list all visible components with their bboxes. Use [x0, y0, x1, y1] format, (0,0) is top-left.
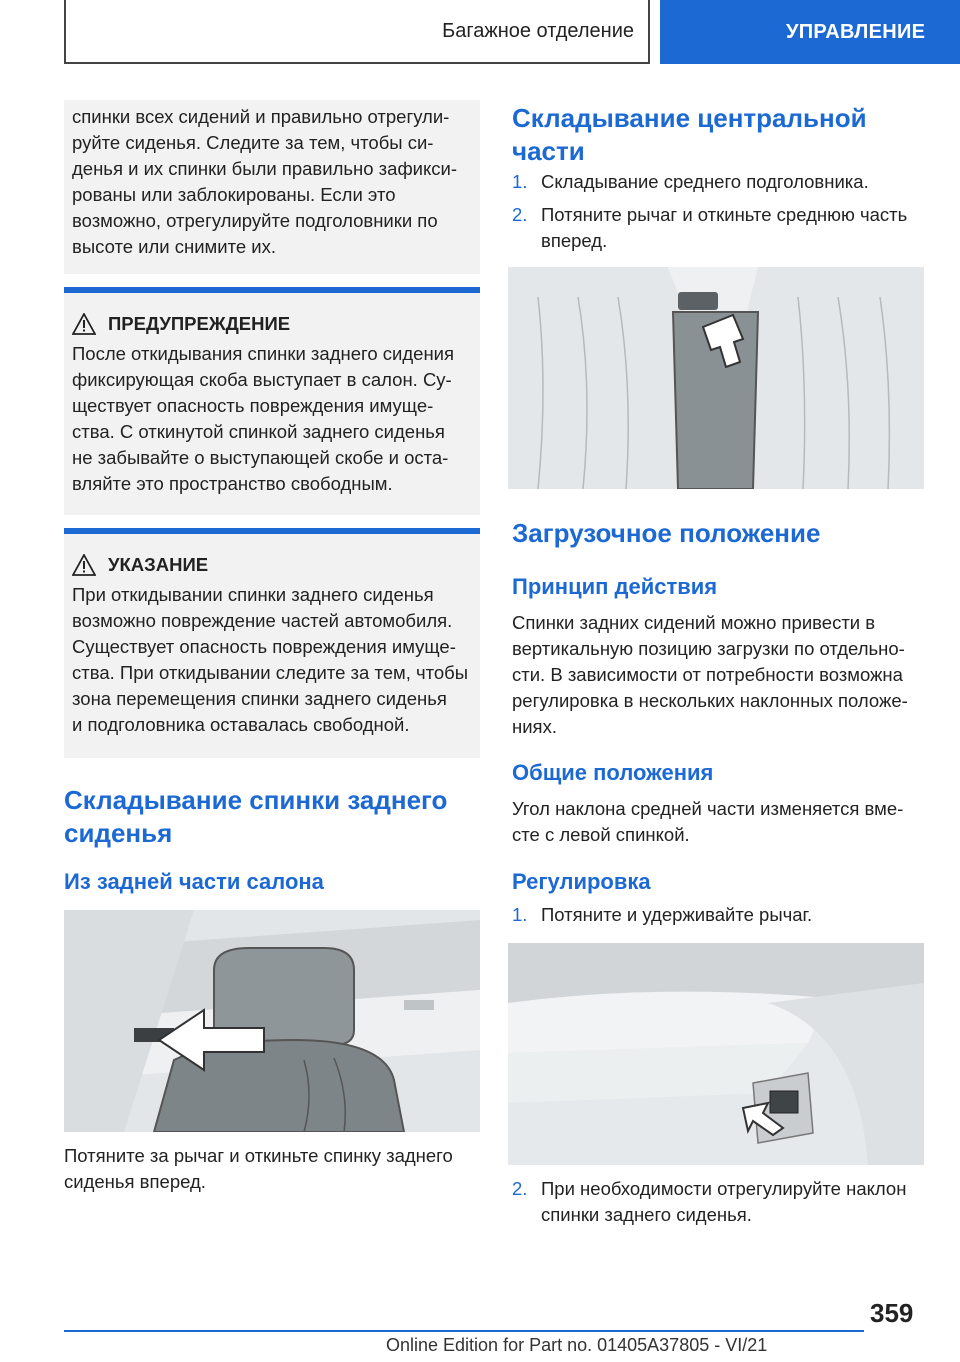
principle-text	[512, 610, 932, 740]
figure-caption-rear	[64, 1143, 480, 1195]
notice-line: ства. При откидывании следите за тем, чтобы	[72, 662, 469, 683]
footer-edition: Online Edition for Part no. 01405A37805 - VI/21	[386, 1335, 768, 1355]
header-section-title: Багажное отделение	[442, 19, 634, 42]
header-chapter-title: УПРАВЛЕНИЕ	[786, 20, 926, 43]
step-adjust-1	[512, 902, 932, 928]
intro-box	[64, 100, 480, 274]
step-center-2	[512, 202, 932, 254]
step-number: 2.	[512, 204, 528, 225]
subheading-from-rear: Из задней части салона	[64, 869, 324, 894]
warning-line: ществует опасность повреждения имуще-	[72, 395, 434, 416]
warning-line: ства. С откинутой спинкой заднего сиденья	[72, 421, 445, 442]
notice-line: возможно повреждение частей автомобиля.	[72, 610, 453, 631]
step-text: При необходимости отрегулируйте наклон	[541, 1178, 907, 1199]
figure-adjust-lever	[508, 943, 924, 1165]
heading-fold-rear-backrest	[64, 784, 480, 850]
step-text: Потяните и удерживайте рычаг.	[541, 904, 813, 925]
subheading-principle: Принцип действия	[512, 574, 718, 599]
warning-line: фиксирующая скоба выступает в салон. Су-	[72, 369, 452, 390]
notice-box	[64, 534, 480, 758]
intro-line: денья и их спинки были правильно зафикси-	[72, 158, 458, 179]
heading-line: части	[512, 136, 585, 166]
subheading-adjust: Регулировка	[512, 869, 651, 894]
step-text: Потяните рычаг и откиньте среднюю часть	[541, 204, 908, 225]
warning-title: ПРЕДУПРЕЖДЕНИЕ	[108, 313, 291, 334]
figure-center-section	[508, 267, 924, 489]
step-text: Складывание среднего подголовника.	[541, 171, 869, 192]
general-line: Угол наклона средней части изменяется вме-	[512, 798, 904, 819]
warning-line: не забывайте о выступающей скобе и оста-	[72, 447, 449, 468]
intro-text	[72, 104, 472, 260]
principle-line: вертикальную позицию загрузки по отдельно-	[512, 638, 905, 659]
warning-triangle-icon	[72, 313, 96, 335]
intro-line: спинки всех сидений и правильно отрегули-	[72, 106, 450, 127]
notice-text	[72, 582, 472, 738]
caption-line: Потяните за рычаг и откиньте спинку заднего	[64, 1145, 453, 1166]
warning-box	[64, 293, 480, 515]
notice-line: При откидывании спинки заднего сиденья	[72, 584, 434, 605]
page-number: 359	[870, 1298, 914, 1328]
warning-title-row	[72, 313, 472, 335]
warning-line: После откидывания спинки заднего сидения	[72, 343, 455, 364]
footer-rule	[64, 1330, 864, 1332]
intro-line: руйте сиденья. Следите за тем, чтобы си-	[72, 132, 434, 153]
intro-line: высоте или снимите их.	[72, 236, 277, 257]
notice-title: УКАЗАНИЕ	[108, 554, 209, 575]
caption-line: сиденья вперед.	[64, 1171, 206, 1192]
step-text: вперед.	[541, 230, 608, 251]
subheading-general: Общие положения	[512, 760, 714, 785]
intro-line: рованы или заблокированы. Если это	[72, 184, 396, 205]
step-center-1	[512, 169, 932, 195]
figure-rear-backrest-lever	[64, 910, 480, 1132]
principle-line: регулировка в нескольких наклонных положе-	[512, 690, 908, 711]
warning-text	[72, 341, 472, 497]
header-section-tab	[64, 0, 650, 64]
step-number: 1.	[512, 904, 528, 925]
notice-title-row	[72, 554, 472, 576]
principle-line: ниях.	[512, 716, 557, 737]
principle-line: сти. В зависимости от потребности возможна	[512, 664, 903, 685]
warning-line: вляйте это пространство свободным.	[72, 473, 393, 494]
notice-triangle-icon	[72, 554, 96, 576]
notice-line: и подголовника оставалась свободной.	[72, 714, 410, 735]
principle-line: Спинки задних сидений можно привести в	[512, 612, 876, 633]
step-adjust-2	[512, 1176, 932, 1228]
general-text	[512, 796, 932, 848]
step-number: 2.	[512, 1178, 528, 1199]
heading-line: сиденья	[64, 818, 173, 848]
general-line: сте с левой спинкой.	[512, 824, 690, 845]
notice-line: Существует опасность повреждения имуще-	[72, 636, 456, 657]
step-text: спинки заднего сиденья.	[541, 1204, 752, 1225]
notice-line: зона перемещения спинки заднего сиденья	[72, 688, 447, 709]
header-chapter-tab	[660, 0, 960, 64]
heading-line: Складывание центральной	[512, 103, 867, 133]
heading-fold-center	[512, 102, 932, 168]
heading-line: Складывание спинки заднего	[64, 785, 448, 815]
heading-loading-position: Загрузочное положение	[512, 518, 821, 548]
step-number: 1.	[512, 171, 528, 192]
intro-line: возможно, отрегулируйте подголовники по	[72, 210, 438, 231]
